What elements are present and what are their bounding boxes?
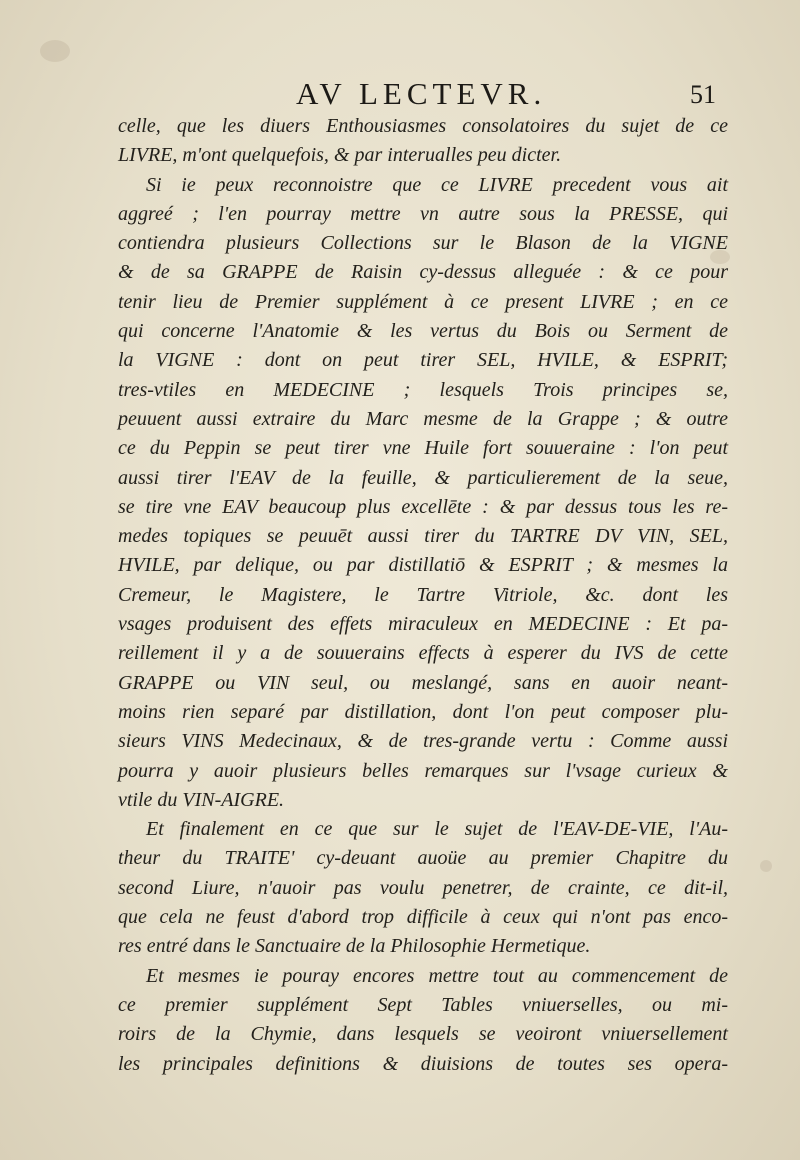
text-line: Cremeur, le Magistere, le Tartre Vitriole, &c. dont les [118,583,728,606]
text-line: & de sa GRAPPE de Raisin cy-dessus alleguée : & ce pour [118,261,728,284]
text-line: celle, que les diuers Enthousiasmes consolatoires du sujet de ce [118,115,728,137]
text-line: vtile du VIN-AIGRE. [118,788,285,811]
text-line: vsages produisent des effets miraculeux en MEDECINE : Et pa- [118,613,728,636]
text-line: peuuent aussi extraire du Marc mesme de la Grappe ; & outre [118,407,728,430]
text-line: second Liure, n'auoir pas voulu penetrer, de crainte, ce dit-il, [118,876,728,899]
text-line: que cela ne feust d'abord trop difficile à ceux qui n'ont pas enco- [118,906,728,929]
text-line: GRAPPE ou VIN seul, ou meslangé, sans en auoir neant- [118,671,728,694]
text-line: medes topiques se peuuēt aussi tirer du TARTRE DV VIN, SEL, [118,525,728,548]
text-line: roirs de la Chymie, dans lesquels se veoiront vniuersellement [118,1023,728,1046]
running-title: AV LECTEVR. [296,76,547,111]
foxing-stain [760,860,772,872]
text-line: qui concerne l'Anatomie & les vertus du Bois ou Serment de [118,320,728,343]
paragraph-start-line: Et finalement en ce que sur le sujet de l'EAV-DE-VIE, l'Au- [146,818,728,841]
text-line: aussi tirer l'EAV de la feuille, & particulierement de la seue, [118,466,728,489]
paragraph-start-line: Si ie peux reconnoistre que ce LIVRE precedent vous ait [146,173,728,196]
text-line: la VIGNE : dont on peut tirer SEL, HVILE, & ESPRIT; [118,349,728,372]
text-line: se tire vne EAV beaucoup plus excellēte : & par dessus tous les re- [118,495,728,518]
text-line: LIVRE, m'ont quelquefois, & par interualles peu dicter. [118,144,562,167]
text-line: ce premier supplément Sept Tables vniuerselles, ou mi- [118,993,728,1016]
text-line: contiendra plusieurs Collections sur le Blason de la VIGNE [118,232,728,255]
text-line: pourra y auoir plusieurs belles remarques sur l'vsage curieux & [118,759,728,782]
page-number: 51 [690,80,716,109]
text-line: theur du TRAITE' cy-deuant auoüe au premier Chapitre du [118,847,728,870]
page-header [0,76,800,116]
text-line: HVILE, par delique, ou par distillatiō & ESPRIT ; & mesmes la [118,554,728,577]
text-line: aggreé ; l'en pourray mettre vn autre sous la PRESSE, qui [118,202,728,225]
body-text [118,112,728,1079]
text-line: tres-vtiles en MEDECINE ; lesquels Trois principes se, [118,378,728,401]
text-line: sieurs VINS Medecinaux, & de tres-grande vertu : Comme aussi [118,730,728,753]
text-line: tenir lieu de Premier supplément à ce present LIVRE ; en ce [118,290,728,313]
foxing-stain [40,40,70,62]
text-line: les principales definitions & diuisions de toutes ses opera- [118,1052,728,1075]
text-line: res entré dans le Sanctuaire de la Philosophie Hermetique. [118,935,591,958]
paragraph-start-line: Et mesmes ie pouray encores mettre tout au commencement de [146,964,728,987]
text-line: moins rien separé par distillation, dont l'on peut composer plu- [118,700,728,723]
text-line: reillement il y a de souuerains effects à esperer du IVS de cette [118,642,728,665]
text-line: ce du Peppin se peut tirer vne Huile fort souueraine : l'on peut [118,437,728,460]
